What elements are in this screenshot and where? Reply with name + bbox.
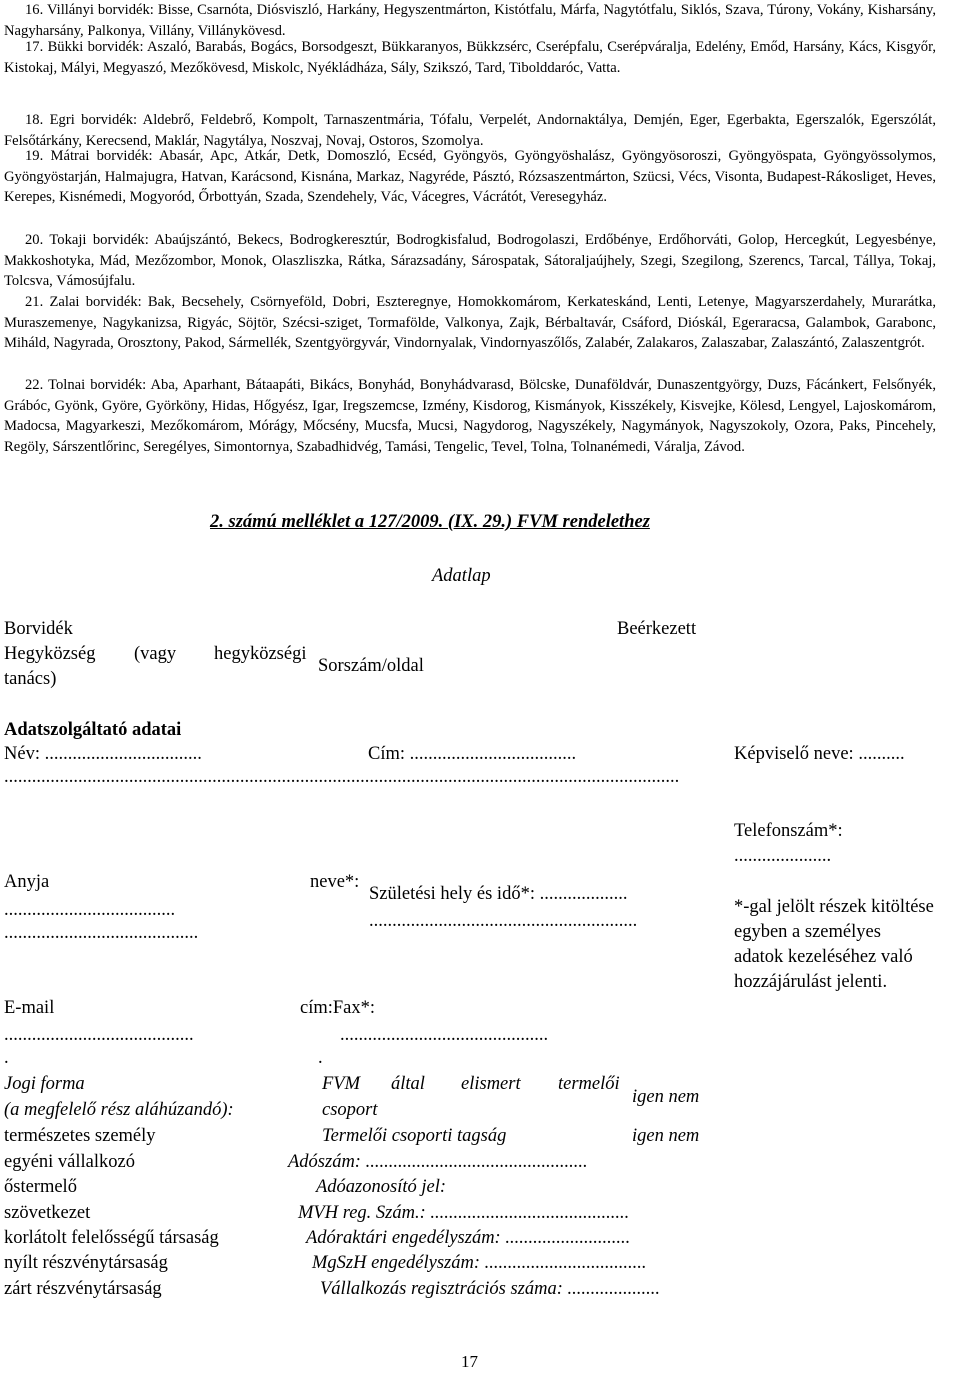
beerkezett-label: Beérkezett [617,619,697,639]
option-termeszetes[interactable]: természetes személy [4,1126,156,1146]
form-title: Adatlap [432,566,491,586]
consent-note-1: *-gal jelölt részek kitöltése [734,897,934,917]
option-nyilt[interactable]: nyílt részvénytársaság [4,1253,168,1273]
megfelelo-note: (a megfelelő rész aláhúzandó): [4,1100,234,1120]
fvm-word-5: csoport [322,1100,378,1120]
borvidek-label: Borvidék [4,619,73,639]
nev-field[interactable]: Név: .................................. [4,744,202,764]
adatszolgaltato-heading: Adatszolgáltató adatai [4,720,182,740]
adoszam-field[interactable]: Adószám: ................................................ [288,1152,588,1172]
anyja-neve-label: neve*: [310,872,360,892]
consent-note-3: adatok kezeléséhez való [734,947,913,967]
mgszh-field[interactable]: MgSzH engedélyszám: ................................... [312,1253,647,1273]
adoraktari-field[interactable]: Adóraktári engedélyszám: ........................... [306,1228,631,1248]
vallalkozas-field[interactable]: Vállalkozás regisztrációs száma: .................... [320,1279,661,1299]
option-ostermelo[interactable]: őstermelő [4,1177,77,1197]
jogi-forma-label: Jogi forma [4,1074,85,1094]
fvm-word-3: elismert [461,1074,521,1094]
option-egyeni[interactable]: egyéni vállalkozó [4,1152,135,1172]
page-number: 17 [461,1352,478,1371]
paragraph-20: 20. Tokaji borvidék: Abaújszántó, Bekecs, Bodrogkeresztúr, Bodrogkisfalud, Bodrogolaszi, Erdőbénye, Erdőhorváti, Golop, Hercegkút, Legyesbénye, Makkoshotyka, Mád, Mezőzombor, Monok, Olaszliszka, Rátka, Sárazsadány, Sárospatak, Sátoraljaújhely, Szegi, Szegilong, Szerencs, Tarcal, Tállya, Tokaj, Tolcsva, Vámosújfalu. [4,232,936,290]
fax-field[interactable]: ............................................. [340,1025,549,1045]
hegykozseg-tanacs: tanács) [4,669,57,689]
email-field[interactable]: ......................................... [4,1025,194,1045]
paragraph-17: 17. Bükki borvidék: Aszaló, Barabás, Bogács, Borsodgeszt, Bükkaranyos, Bükkzsérc, Cserépfalu, Cserépváralja, Edelény, Emőd, Harsány, Kács, Kisgyőr, Kistokaj, Mályi, Megyaszó, Mezőkövesd, Miskolc, Nyékládháza, Sály, Szikszó, Tard, Tibolddaróc, Vatta. [4,39,936,76]
paragraph-16: 16. Villányi borvidék: Bisse, Csarnóta, Diósviszló, Harkány, Hegyszentmárton, Kistótfalu, Márfa, Nagytótfalu, Siklós, Szava, Túrony, Vokány, Kisharsány, Nagyharsány, Palkonya, Villány, Villánykövesd. [4,2,936,39]
option-zart[interactable]: zárt részvénytársaság [4,1279,162,1299]
sorszam-label: Sorszám/oldal [318,656,424,676]
fvm-word-1: FVM [322,1074,361,1094]
anyja-neve-field-2[interactable]: .......................................... [4,923,199,943]
telefonszam-field[interactable]: ..................... [734,846,832,866]
fax-label: cím:Fax*: [300,998,376,1018]
szuletesi-field-2[interactable]: .......................................................... [369,911,638,931]
option-korlatolt[interactable]: korlátolt felelősségű társaság [4,1228,219,1248]
anyja-label: Anyja [4,872,50,892]
fax-field-end: . [318,1048,323,1068]
paragraph-22: 22. Tolnai borvidék: Aba, Aparhant, Bátaapáti, Bikács, Bonyhád, Bonyhádvarasd, Bölcske, Dunaföldvár, Dunaszentgyörgy, Duzs, Fácánkert, Felsőnyék, Grábóc, Gyönk, Györe, Györköny, Hidas, Hőgyész, Igar, Iregszemcse, Izmény, Kisdorog, Kismányok, Kisszékely, Kisvejke, Kölesd, Lengyel, Lajoskomárom, Madocsa, Magyarkeszi, Mezőkomárom, Mórágy, Mőcsény, Mucsfa, Mucsi, Nagydorog, Nagyszékely, Nagymányok, Nagyszokoly, Ozora, Paks, Pincehely, Regöly, Sárszentlőrinc, Seregélyes, Simontornya, Szabadhidvég, Tamási, Tengelic, Tevel, Tolna, Tolnanémedi, Váralja, Závod. [4,377,936,455]
cim-field[interactable]: Cím: .................................... [368,744,577,764]
paragraph-21: 21. Zalai borvidék: Bak, Becsehely, Csörnyeföld, Dobri, Eszteregnye, Homokkomárom, Kerkateskánd, Lenti, Letenye, Magyarszerdahely, Murarátka, Muraszemenye, Nagykanizsa, Rigyác, Söjtör, Szécsi-sziget, Tormafölde, Valkonya, Zajk, Bérbaltavár, Csáford, Dióskál, Egeraracsa, Galambok, Garabonc, Miháld, Nagyrada, Orosztony, Pakod, Sármellék, Szentgyörgyvár, Vindornyalak, Vindornyaszőlős, Zalabér, Zalakaros, Zalaszabar, Zalaszántó, Zalaszentgrót. [4,294,936,352]
consent-note-4: hozzájárulást jelenti. [734,972,888,992]
email-label: E-mail [4,998,55,1018]
termeloi-tagsag-label: Termelői csoporti tagság [322,1126,507,1146]
hegykozseg-hegykozsegi: hegyközségi [214,644,307,664]
tagsag-igen-nem[interactable]: igen nem [632,1126,700,1146]
telefonszam-label: Telefonszám*: [734,821,843,841]
hegykozseg-vagy: (vagy [134,644,177,664]
paragraph-18: 18. Egri borvidék: Aldebrő, Feldebrő, Kompolt, Tarnaszentmária, Tófalu, Verpelét, Andornaktálya, Demjén, Eger, Egerbakta, Egerszalók, Egerszólát, Felsőtárkány, Kerecsend, Maklár, Nagytálya, Noszvaj, Novaj, Ostoros, Szomolya. [4,112,936,149]
fvm-igen-nem[interactable]: igen nem [632,1087,700,1107]
consent-note-2: egyben a személyes [734,922,881,942]
email-field-end: . [4,1048,9,1068]
anyja-neve-field[interactable]: ..................................... [4,900,176,920]
option-szovetkezet[interactable]: szövetkezet [4,1203,91,1223]
annex-title: 2. számú melléklet a 127/2009. (IX. 29.) FVM rendelethez [210,512,650,532]
fvm-word-2: által [391,1074,425,1094]
hegykozseg-word: Hegyközség [4,644,96,664]
paragraph-19: 19. Mátrai borvidék: Abasár, Apc, Atkár, Detk, Domoszló, Ecséd, Gyöngyös, Gyöngyöshalász, Gyöngyösoroszi, Gyöngyöspata, Gyöngyössolymos, Gyöngyöstarján, Halmajugra, Hatvan, Karácsond, Kisnána, Markaz, Nagyréde, Pásztó, Rózsaszentmárton, Szücsi, Vécs, Visonta, Budapest-Rákosliget, Heves, Kerepes, Kisnémedi, Mogyoród, Őrbottyán, Szada, Szendehely, Vác, Vácegres, Vácrátót, Veresegyház. [4,148,936,206]
dots-line[interactable]: .................................................................................................................................................. [4,767,680,787]
adoazonosito-field[interactable]: Adóazonosító jel: [316,1177,447,1197]
fvm-word-4: termelői [558,1074,620,1094]
szuletesi-field[interactable]: Születési hely és idő*: ................... [369,884,628,904]
mvh-field[interactable]: MVH reg. Szám.: ........................................... [298,1203,630,1223]
kepviselo-field[interactable]: Képviselő neve: .......... [734,744,905,764]
